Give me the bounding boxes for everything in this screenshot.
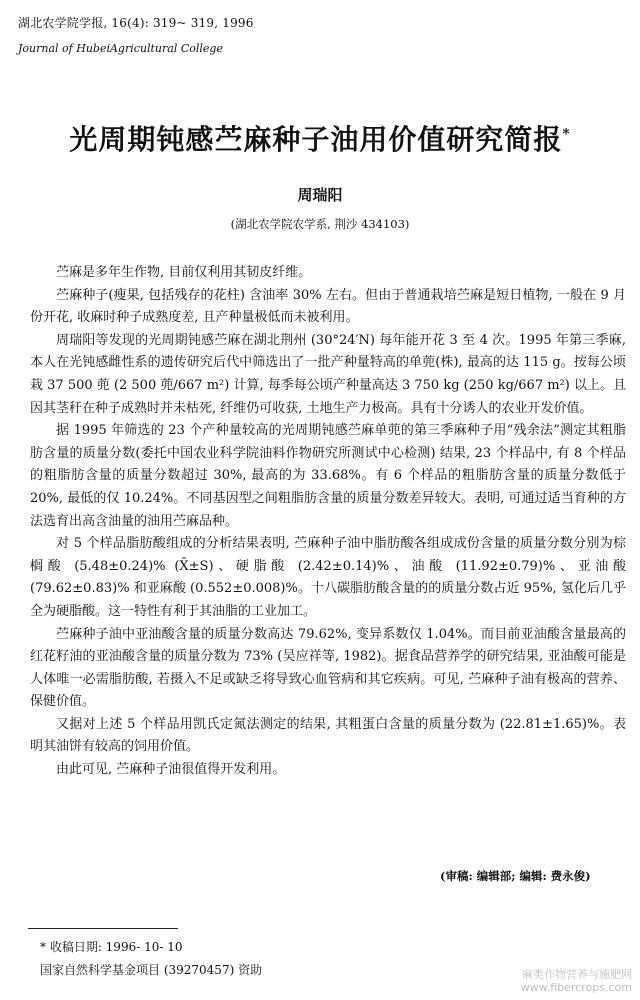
paragraph: 据 1995 年筛选的 23 个产种量较高的光周期钝感苎麻单蔸的第三季麻种子用“残余法”测定其粗脂肪含量的质量分数(委托中国农业科学院油料作物研究所测试中心检测) 结果, 23 个样品中, 有 8 个样品的粗脂肪含量的质量分数超过 30%, 最高的为 33.68%。有 6 个样品的粗脂肪含量的质量分数低于 20%, 最低的仅 10.24%。不同基因型之间粗脂肪含量的质量分数差异较大。表明, 可通过适当育种的方法选育出高含油量的油用苎麻品种。 xyxy=(30,423,626,529)
journal-citation: 湖北农学院学报, 16(4): 319~ 319, 1996 xyxy=(18,16,254,30)
article-title xyxy=(0,118,640,158)
paragraph: 苎麻种子油中亚油酸含量的质量分数高达 79.62%, 变异系数仅 1.04%。而目前亚油酸含量最高的红花籽油的亚油酸含量的质量分数为 73% (吴应祥等, 1982)。据食品营养学的研究结果, 亚油酸可能是人体唯一必需脂肪酸, 若摄入不足或缺乏将导致心血管病和其它疾病。可见, 苎麻种子油有极高的营养、保健价值。 xyxy=(30,626,626,710)
title-text: 光周期钝感苎麻种子油用价值研究简报 xyxy=(69,123,563,156)
paragraph: 苎麻种子(瘦果, 包括残存的花柱) 含油率 30% 左右。但由于普通栽培苎麻是短日植物, 一般在 9 月份开花, 收麻时种子成熟度差, 且产种量极低而未被利用。 xyxy=(30,287,626,326)
journal-english-name: Journal of HubeiAgricultural College xyxy=(18,42,223,55)
footnote xyxy=(40,936,262,982)
watermark-title: 麻类作物营养与施肥网 xyxy=(522,968,632,981)
fund-note: 国家自然科学基金项目 (39270457) 资助 xyxy=(40,963,263,977)
paragraph: 周瑞阳等发现的光周期钝感苎麻在湖北荆州 (30°24′N) 每年能开花 3 至 4 次。1995 年第三季麻, 本人在光钝感雌性系的遗传研究后代中筛选出了一批产种量特高的单蔸(株), 最高的达 115 g。按每公顷栽 37 500 蔸 (2 500 蔸/667 m²) 计算, 每季每公顷产种量高达 3 750 kg (250 kg/667 m²) 以上。且因其茎秆在种子成熟时并未枯死, 纤维仍可收获, 土地生产力极高。具有十分诱人的农业开发价值。 xyxy=(30,332,626,416)
title-footnote-mark: * xyxy=(562,126,571,143)
author-affiliation: (湖北农学院农学系, 荆沙 434103) xyxy=(230,217,410,231)
site-watermark xyxy=(521,968,632,994)
article-body xyxy=(30,262,626,782)
author-name: 周瑞阳 xyxy=(297,186,343,204)
received-date: * 收稿日期: 1996- 10- 10 xyxy=(40,940,183,954)
paragraph: 苎麻是多年生作物, 目前仅利用其韧皮纤维。 xyxy=(56,265,312,280)
watermark-url: www.fibercrops.com xyxy=(520,981,632,994)
paragraph: 又据对上述 5 个样品用凯氏定氮法测定的结果, 其粗蛋白含量的质量分数为 (22.81±1.65)%。表明其油饼有较高的饲用价值。 xyxy=(30,716,626,755)
paragraph: 对 5 个样品脂肪酸组成的分析结果表明, 苎麻种子油中脂肪酸各组成成份含量的质量分数分别为棕榈酸 (5.48±0.24)% (X̄±S)、硬脂酸 (2.42±0.14)%、油酸 (11.92±0.79)%、亚油酸 (79.62±0.83)% 和亚麻酸 (0.552±0.008)%。十八碳脂肪酸含量的的质量分数占近 95%, 氢化后几乎全为硬脂酸。这一特性有利于其油脂的工业加工。 xyxy=(30,536,626,619)
footnote-divider xyxy=(28,928,178,929)
editor-credit: (审稿: 编辑部; 编辑: 费永俊) xyxy=(440,869,591,883)
paragraph: 由此可见, 苎麻种子油很值得开发利用。 xyxy=(56,762,286,778)
